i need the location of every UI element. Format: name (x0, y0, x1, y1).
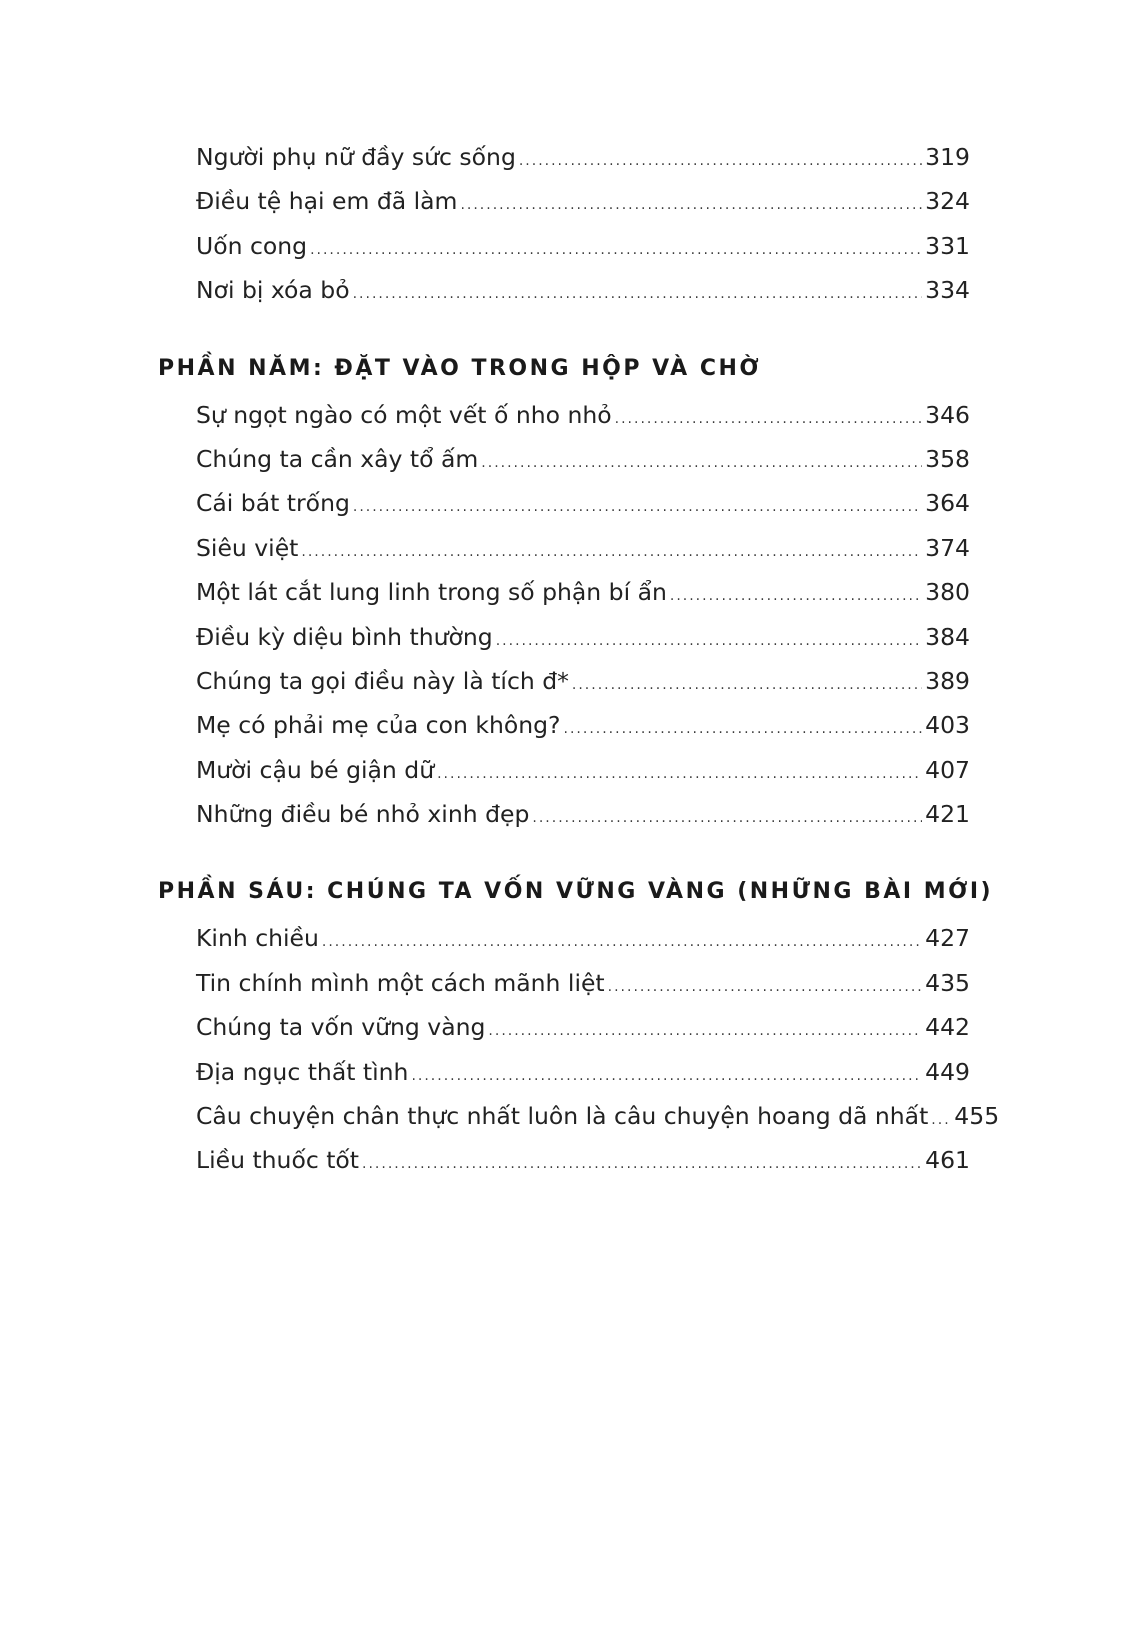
toc-entry-page: 389 (925, 666, 970, 695)
toc-entry-title: Chúng ta gọi điều này là tích đ* (196, 666, 569, 695)
toc-entry-title: Liều thuốc tốt (196, 1146, 360, 1175)
toc-entry-page: 421 (925, 800, 970, 829)
toc-entry-list (156, 135, 970, 313)
toc-entry-page: 449 (925, 1057, 970, 1086)
toc-entry[interactable] (156, 570, 970, 614)
dot-leader (519, 139, 922, 183)
toc-entry-title: Tin chính mình một cách mãnh liệt (196, 968, 605, 997)
toc-entry[interactable] (156, 135, 970, 179)
toc-entry[interactable] (156, 224, 970, 268)
toc-entry[interactable] (156, 1138, 970, 1182)
toc-entry[interactable] (156, 615, 970, 659)
toc-entry-page: 435 (925, 968, 970, 997)
toc-entry-page: 331 (925, 231, 970, 260)
toc-section-part-five (156, 349, 970, 837)
dot-leader (608, 965, 922, 1009)
dot-leader (322, 920, 922, 964)
part-heading[interactable]: PHẦN NĂM: ĐẶT VÀO TRONG HỘP VÀ CHỜ (158, 355, 762, 381)
dot-leader (411, 1054, 922, 1098)
dot-leader (481, 441, 922, 485)
toc-entry[interactable] (156, 916, 970, 960)
toc-entry[interactable] (156, 659, 970, 703)
toc-entry[interactable] (156, 481, 970, 525)
toc-entry-page: 374 (925, 533, 970, 562)
toc-entry-title: Địa ngục thất tình (196, 1057, 409, 1086)
dot-leader (532, 796, 922, 840)
dot-leader (460, 183, 922, 227)
toc-entry-title: Chúng ta cần xây tổ ấm (196, 444, 479, 473)
toc-entry-page: 403 (925, 711, 970, 740)
toc-entry-list (156, 916, 1000, 1182)
toc-entry-page: 334 (925, 276, 970, 305)
toc-entry-title: Điều kỳ diệu bình thường (196, 622, 493, 651)
toc-entry[interactable] (156, 1094, 1000, 1138)
toc-entry[interactable] (156, 1050, 970, 1094)
toc-entry-title: Một lát cắt lung linh trong số phận bí ẩn (196, 578, 667, 607)
dot-leader (437, 752, 922, 796)
toc-entry[interactable] (156, 1005, 970, 1049)
toc-entry-page: 407 (925, 755, 970, 784)
toc-entry[interactable] (156, 437, 970, 481)
part-heading[interactable]: PHẦN SÁU: CHÚNG TA VỐN VỮNG VÀNG (NHỮNG BÀI MỚI) (158, 879, 994, 905)
toc-entry-title: Câu chuyện chân thực nhất luôn là câu chuyện hoang dã nhất (196, 1102, 929, 1131)
table-of-contents (156, 135, 1000, 1183)
dot-leader (353, 272, 923, 316)
toc-entry-list (156, 393, 970, 837)
toc-entry-title: Siêu việt (196, 533, 299, 562)
toc-section-part-six (156, 872, 1000, 1182)
toc-entry[interactable] (156, 703, 970, 747)
toc-entry-page: 364 (925, 489, 970, 518)
toc-entry-page: 427 (925, 924, 970, 953)
toc-entry-title: Chúng ta vốn vững vàng (196, 1013, 486, 1042)
toc-section-continued (156, 135, 970, 313)
toc-entry[interactable] (156, 792, 970, 836)
toc-entry-title: Mười cậu bé giận dữ (196, 755, 435, 784)
toc-entry-title: Mẹ có phải mẹ của con không? (196, 711, 561, 740)
dot-leader (670, 574, 922, 618)
toc-entry-title: Những điều bé nhỏ xinh đẹp (196, 800, 530, 829)
dot-leader (362, 1142, 922, 1186)
dot-leader (931, 1098, 951, 1142)
toc-entry-title: Uốn cong (196, 231, 308, 260)
toc-entry-title: Nơi bị xóa bỏ (196, 276, 350, 305)
dot-leader (310, 228, 922, 272)
toc-entry[interactable] (156, 393, 970, 437)
toc-entry[interactable] (156, 961, 970, 1005)
toc-entry-title: Điều tệ hại em đã làm (196, 187, 458, 216)
toc-entry-page: 324 (925, 187, 970, 216)
toc-entry-page: 380 (925, 578, 970, 607)
dot-leader (496, 619, 922, 663)
dot-leader (615, 397, 923, 441)
dot-leader (564, 707, 923, 751)
toc-entry-title: Sự ngọt ngào có một vết ố nho nhỏ (196, 400, 612, 429)
toc-entry-page: 461 (925, 1146, 970, 1175)
toc-entry-page: 455 (954, 1102, 1000, 1131)
toc-entry[interactable] (156, 526, 970, 570)
toc-entry-page: 384 (925, 622, 970, 651)
toc-entry[interactable] (156, 179, 970, 223)
toc-entry-page: 442 (925, 1013, 970, 1042)
toc-entry-page: 319 (925, 143, 970, 171)
dot-leader (301, 530, 922, 574)
dot-leader (353, 485, 922, 529)
dot-leader (488, 1009, 922, 1053)
toc-entry-page: 346 (925, 400, 970, 429)
toc-entry-title: Người phụ nữ đầy sức sống (196, 143, 516, 171)
toc-entry-title: Kinh chiều (196, 924, 319, 953)
toc-entry-page: 358 (925, 444, 970, 473)
dot-leader (572, 663, 922, 707)
toc-entry-title: Cái bát trống (196, 489, 350, 518)
toc-entry[interactable] (156, 268, 970, 312)
toc-entry[interactable] (156, 748, 970, 792)
